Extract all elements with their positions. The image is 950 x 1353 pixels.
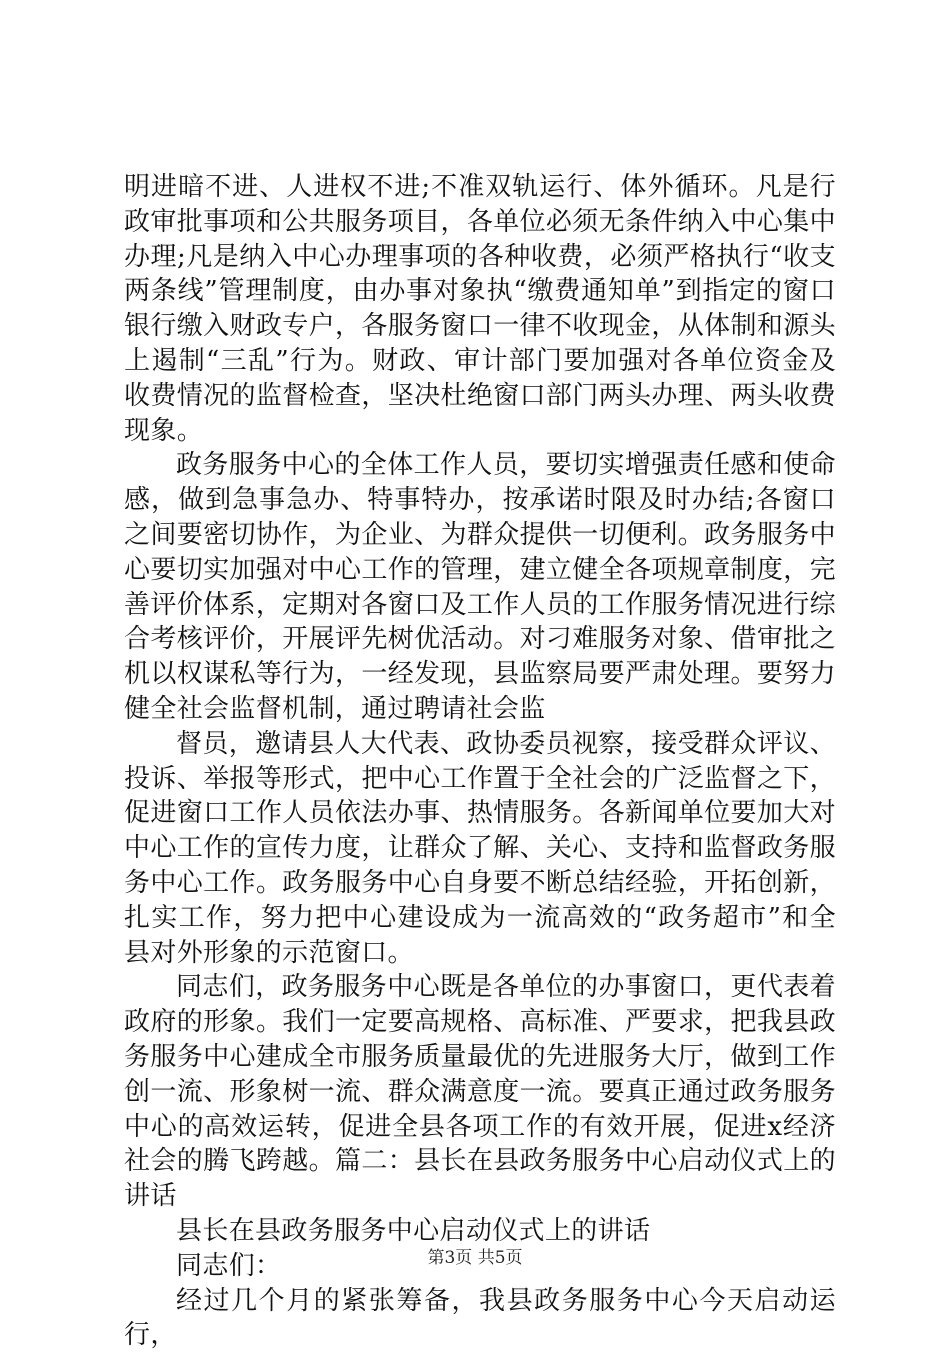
paragraph-2: 政务服务中心的全体工作人员，要切实增强责任感和使命感，做到急事急办、特事特办，按承诺时限及时办结;各窗口之间要密切协作，为企业、为群众提供一切便利。政务服务中心要切实加强对中心工作的管理，建立健全各项规章制度，完善评价体系，定期对各窗口及工作人员的工作服务情况进行综合考核评价，开展评先树优活动。对刁难服务对象、借审批之机以权谋私等行为，一经发现，县监察局要严肃处理。要努力健全社会监督机制，通过聘请社会监 bbox=[124, 448, 836, 726]
paragraph-1: 明进暗不进、人进权不进;不准双轨运行、体外循环。凡是行政审批事项和公共服务项目，各单位必须无条件纳入中心集中办理;凡是纳入中心办理事项的各种收费，必须严格执行“收支两条线”管理制度，由办事对象执“缴费通知单”到指定的窗口银行缴入财政专户，各服务窗口一律不收现金，从体制和源头上遏制“三乱”行为。财政、审计部门要加强对各单位资金及收费情况的监督检查，坚决杜绝窗口部门两头办理、两头收费现象。 bbox=[124, 170, 836, 448]
paragraph-7: 经过几个月的紧张筹备，我县政务服务中心今天启动运行， bbox=[124, 1284, 836, 1353]
paragraph-4: 同志们，政务服务中心既是各单位的办事窗口，更代表着政府的形象。我们一定要高规格、高标准、严要求，把我县政务服务中心建成全市服务质量最优的先进服务大厅，做到工作创一流、形象树一流、群众满意度一流。要真正通过政务服务中心的高效运转，促进全县各项工作的有效开展，促进x经济社会的腾飞跨越。篇二：县长在县政务服务中心启动仪式上的讲话 bbox=[124, 970, 836, 1214]
paragraph-3: 督员，邀请县人大代表、政协委员视察，接受群众评议、投诉、举报等形式，把中心工作置于全社会的广泛监督之下，促进窗口工作人员依法办事、热情服务。各新闻单位要加大对中心工作的宣传力度，让群众了解、关心、支持和监督政务服务中心工作。政务服务中心自身要不断总结经验，开拓创新，扎实工作，努力把中心建设成为一流高效的“政务超市”和全县对外形象的示范窗口。 bbox=[124, 727, 836, 971]
paragraph-6-salutation: 同志们： bbox=[124, 1249, 836, 1284]
paragraph-5-heading: 县长在县政务服务中心启动仪式上的讲话 bbox=[124, 1214, 836, 1249]
page-number-footer: 第3页 共5页 bbox=[0, 1243, 950, 1268]
document-body bbox=[124, 170, 836, 1353]
